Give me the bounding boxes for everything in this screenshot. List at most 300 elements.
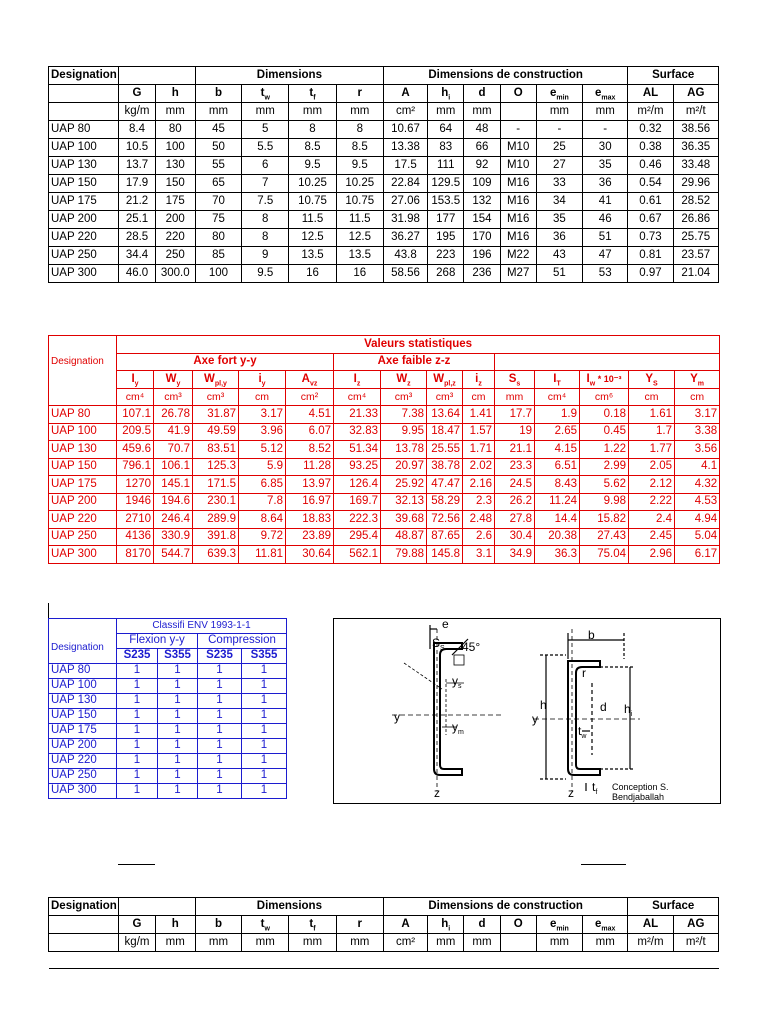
table-cell: 80 xyxy=(155,121,195,139)
table-cell: 544.7 xyxy=(154,546,193,564)
table-cell: 47 xyxy=(583,247,628,265)
unit-cell: kg/m xyxy=(119,103,155,121)
table-cell: 169.7 xyxy=(334,493,381,511)
row-designation: UAP 220 xyxy=(49,229,119,247)
row-designation: UAP 250 xyxy=(49,247,119,265)
table-cell: 4.51 xyxy=(286,406,334,424)
table-cell: 2.05 xyxy=(629,458,675,476)
table-cell: 93.25 xyxy=(334,458,381,476)
table-cell: 1 xyxy=(242,724,287,739)
table-cell: 1 xyxy=(242,739,287,754)
unit-cell: cm xyxy=(239,388,286,406)
table-cell: 1 xyxy=(158,754,198,769)
table-cell: 3.1 xyxy=(463,546,495,564)
table-cell: 11.81 xyxy=(239,546,286,564)
table-cell: 5.12 xyxy=(239,441,286,459)
table-cell: 132 xyxy=(464,193,500,211)
table-cell: 70.7 xyxy=(154,441,193,459)
units-row xyxy=(49,388,720,406)
table-cell: 246.4 xyxy=(154,511,193,529)
table-cell: 0.81 xyxy=(628,247,673,265)
table-row xyxy=(49,441,720,459)
table-cell: 8170 xyxy=(117,546,154,564)
table-cell: 1.7 xyxy=(629,423,675,441)
table-cell: 30.64 xyxy=(286,546,334,564)
table-cell: 8.5 xyxy=(336,139,383,157)
table-cell: 0.46 xyxy=(628,157,673,175)
column-header-row xyxy=(49,85,719,103)
column-header-row xyxy=(49,916,719,934)
table-cell: 1 xyxy=(242,679,287,694)
row-designation: UAP 220 xyxy=(49,754,117,769)
unit-cell: cm³ xyxy=(193,388,239,406)
table-cell: 7.5 xyxy=(242,193,289,211)
table-cell: 129.5 xyxy=(428,175,464,193)
column-header: $e_{max}$ xyxy=(583,916,628,934)
table-cell: 27 xyxy=(536,157,582,175)
table-cell: 9.5 xyxy=(242,265,289,283)
column-header: $Y_S$ xyxy=(629,371,675,389)
column-header: $I_y$ xyxy=(117,371,154,389)
table-cell: 72.56 xyxy=(427,511,463,529)
column-header: $e_{max}$ xyxy=(583,85,628,103)
table-cell: 30.4 xyxy=(495,528,535,546)
table-row xyxy=(49,769,287,784)
table-cell: 17.5 xyxy=(383,157,427,175)
short-rule-left xyxy=(118,864,155,865)
row-designation: UAP 175 xyxy=(49,193,119,211)
table-cell: M16 xyxy=(500,193,536,211)
label-y-left: y xyxy=(394,710,400,724)
table-cell: 10.67 xyxy=(383,121,427,139)
table-cell: 0.61 xyxy=(628,193,673,211)
table-cell: 70 xyxy=(195,193,241,211)
column-header: $t_f$ xyxy=(289,916,336,934)
unit-cell: m²/m xyxy=(628,934,673,952)
grade-header: S355 xyxy=(158,649,198,664)
table-cell: 43 xyxy=(536,247,582,265)
table-cell: 46 xyxy=(583,211,628,229)
table-cell: 22.84 xyxy=(383,175,427,193)
column-header: $i_z$ xyxy=(463,371,495,389)
table-cell: 1270 xyxy=(117,476,154,494)
table-cell: 24.5 xyxy=(495,476,535,494)
table-cell: 92 xyxy=(464,157,500,175)
table-row xyxy=(49,476,720,494)
table-cell: 2.22 xyxy=(629,493,675,511)
construction-header: Dimensions de construction xyxy=(383,67,627,85)
table-cell: 0.32 xyxy=(628,121,673,139)
row-designation: UAP 130 xyxy=(49,694,117,709)
table-cell: 1.77 xyxy=(629,441,675,459)
table-row xyxy=(49,528,720,546)
column-header: $Y_m$ xyxy=(675,371,720,389)
dimensions-table xyxy=(48,66,719,283)
table-cell: M16 xyxy=(500,175,536,193)
table-cell: 1 xyxy=(242,709,287,724)
unit-cell: mm xyxy=(536,103,582,121)
table-cell: 5.04 xyxy=(675,528,720,546)
table-row xyxy=(49,511,720,529)
table-cell: 75.04 xyxy=(580,546,629,564)
table-cell: 50 xyxy=(195,139,241,157)
table-cell: 12.5 xyxy=(336,229,383,247)
table-cell: 1.9 xyxy=(535,406,580,424)
unit-cell: mm xyxy=(428,934,464,952)
table-cell: 1946 xyxy=(117,493,154,511)
table-cell: 11.5 xyxy=(289,211,336,229)
surface-header: Surface xyxy=(628,67,719,85)
table-cell: 33.48 xyxy=(673,157,718,175)
table-cell: 0.97 xyxy=(628,265,673,283)
table-cell: 9.95 xyxy=(381,423,427,441)
dimensions-header: Dimensions xyxy=(195,67,383,85)
row-designation: UAP 150 xyxy=(49,709,117,724)
table-cell: 3.17 xyxy=(675,406,720,424)
column-header: $W_{pl,y}$ xyxy=(193,371,239,389)
table-cell: 223 xyxy=(428,247,464,265)
column-header: $i_y$ xyxy=(239,371,286,389)
table-cell: 6.85 xyxy=(239,476,286,494)
table-cell: 46.0 xyxy=(119,265,155,283)
table-cell: 200 xyxy=(155,211,195,229)
table-cell: 195 xyxy=(428,229,464,247)
table-cell: 13.78 xyxy=(381,441,427,459)
table-cell: 106.1 xyxy=(154,458,193,476)
credit-line-2: Bendjaballah xyxy=(612,792,665,802)
table-cell: 36.27 xyxy=(383,229,427,247)
table-cell: - xyxy=(500,121,536,139)
table-cell: 41.9 xyxy=(154,423,193,441)
unit-cell: mm xyxy=(289,934,336,952)
table-cell: 1.61 xyxy=(629,406,675,424)
designation-header: Designation xyxy=(49,898,119,916)
table-cell: 6.07 xyxy=(286,423,334,441)
static-values-body xyxy=(49,406,720,564)
unit-cell: cm⁴ xyxy=(117,388,154,406)
table-cell: 1 xyxy=(117,694,158,709)
label-ys: $y_s$ xyxy=(452,674,462,690)
table-cell: 1 xyxy=(117,664,158,679)
table-cell: 58.56 xyxy=(383,265,427,283)
table-cell: 5.9 xyxy=(239,458,286,476)
table-cell: M27 xyxy=(500,265,536,283)
table-cell: 222.3 xyxy=(334,511,381,529)
table-cell: 33 xyxy=(536,175,582,193)
unit-cell: mm xyxy=(583,934,628,952)
table-cell: 153.5 xyxy=(428,193,464,211)
table-cell: 25.1 xyxy=(119,211,155,229)
table-row xyxy=(49,175,719,193)
table-cell: - xyxy=(583,121,628,139)
table-cell: 2.02 xyxy=(463,458,495,476)
column-header: r xyxy=(336,85,383,103)
column-header: h xyxy=(155,85,195,103)
table-cell: 2.96 xyxy=(629,546,675,564)
table-row xyxy=(49,784,287,799)
unit-cell: mm xyxy=(464,934,500,952)
table-cell: 3.56 xyxy=(675,441,720,459)
table-cell: 51 xyxy=(583,229,628,247)
table-cell: 13.7 xyxy=(119,157,155,175)
column-header: A xyxy=(383,916,427,934)
table-cell: 27.06 xyxy=(383,193,427,211)
table-cell: 8.64 xyxy=(239,511,286,529)
table-cell: 2.16 xyxy=(463,476,495,494)
label-e: e xyxy=(442,619,449,631)
table-cell: 0.67 xyxy=(628,211,673,229)
table-cell: 4.1 xyxy=(675,458,720,476)
unit-cell: mm xyxy=(155,934,195,952)
column-header: A xyxy=(383,85,427,103)
table-cell: 0.73 xyxy=(628,229,673,247)
column-header: $W_{pl,z}$ xyxy=(427,371,463,389)
table-cell: 300.0 xyxy=(155,265,195,283)
table-row xyxy=(49,229,719,247)
table-cell: 16 xyxy=(289,265,336,283)
table-cell: 32.13 xyxy=(381,493,427,511)
table-cell: 66 xyxy=(464,139,500,157)
table-cell: 36 xyxy=(583,175,628,193)
row-designation: UAP 130 xyxy=(49,441,117,459)
row-designation: UAP 300 xyxy=(49,784,117,799)
table-cell: M10 xyxy=(500,139,536,157)
column-header: $t_f$ xyxy=(289,85,336,103)
dimensions-body xyxy=(49,121,719,283)
column-header: G xyxy=(119,916,155,934)
table-cell: 130 xyxy=(155,157,195,175)
table-row xyxy=(49,493,720,511)
row-designation: UAP 200 xyxy=(49,739,117,754)
table-cell: 10.25 xyxy=(289,175,336,193)
table-cell: 289.9 xyxy=(193,511,239,529)
table-cell: 1 xyxy=(198,694,242,709)
unit-cell: cm² xyxy=(383,934,427,952)
row-designation: UAP 300 xyxy=(49,265,119,283)
table-cell: 36.35 xyxy=(673,139,718,157)
table-row xyxy=(49,193,719,211)
table-cell: 26.2 xyxy=(495,493,535,511)
table-cell: 31.98 xyxy=(383,211,427,229)
table-cell: 1 xyxy=(198,769,242,784)
column-header: $W_y$ xyxy=(154,371,193,389)
label-tw: $t_w$ xyxy=(578,724,587,740)
row-designation: UAP 150 xyxy=(49,175,119,193)
table-cell: M16 xyxy=(500,229,536,247)
classification-table xyxy=(48,618,287,799)
label-z-right: z xyxy=(568,786,574,800)
table-cell: 23.57 xyxy=(673,247,718,265)
column-header-row xyxy=(49,371,720,389)
table-cell: 4.32 xyxy=(675,476,720,494)
table-cell: 8.4 xyxy=(119,121,155,139)
column-header: O xyxy=(500,916,536,934)
grade-header: S235 xyxy=(117,649,158,664)
table-cell: 1 xyxy=(158,694,198,709)
table-cell: 83.51 xyxy=(193,441,239,459)
row-designation: UAP 175 xyxy=(49,476,117,494)
table-cell: 12.5 xyxy=(289,229,336,247)
table-cell: 2.4 xyxy=(629,511,675,529)
table-cell: 25.75 xyxy=(673,229,718,247)
construction-header: Dimensions de construction xyxy=(383,898,627,916)
table-cell: 236 xyxy=(464,265,500,283)
table-row xyxy=(49,406,720,424)
unit-cell: mm xyxy=(336,103,383,121)
column-header: $I_T$ xyxy=(535,371,580,389)
table-row xyxy=(49,664,287,679)
table-cell: 1 xyxy=(158,769,198,784)
table-cell: 48.87 xyxy=(381,528,427,546)
table-cell: 1 xyxy=(198,739,242,754)
column-header: AL xyxy=(628,85,673,103)
table-cell: 4.15 xyxy=(535,441,580,459)
table-row xyxy=(49,724,287,739)
table-cell: 1 xyxy=(117,724,158,739)
table-cell: 3.38 xyxy=(675,423,720,441)
table-cell: 53 xyxy=(583,265,628,283)
table-cell: 47.47 xyxy=(427,476,463,494)
column-header: G xyxy=(119,85,155,103)
column-header: $e_{min}$ xyxy=(536,85,582,103)
table-cell: 194.6 xyxy=(154,493,193,511)
unit-cell: cm⁴ xyxy=(535,388,580,406)
column-header: AL xyxy=(628,916,673,934)
table-cell: 5.62 xyxy=(580,476,629,494)
column-header: AG xyxy=(673,85,718,103)
row-designation: UAP 200 xyxy=(49,211,119,229)
table-cell: 11.28 xyxy=(286,458,334,476)
column-header: $I_z$ xyxy=(334,371,381,389)
column-header: b xyxy=(195,916,241,934)
table-cell: 175 xyxy=(155,193,195,211)
unit-cell: mm xyxy=(195,103,241,121)
table-cell: 1 xyxy=(198,664,242,679)
table-cell: 23.3 xyxy=(495,458,535,476)
table-cell: 13.97 xyxy=(286,476,334,494)
flexion-header: Flexion y-y xyxy=(117,634,198,649)
unit-cell: cm xyxy=(675,388,720,406)
table-cell: 8.52 xyxy=(286,441,334,459)
table-cell: 25.92 xyxy=(381,476,427,494)
table-cell: 196 xyxy=(464,247,500,265)
table-cell: 7.38 xyxy=(381,406,427,424)
table-cell: 3.17 xyxy=(239,406,286,424)
table-cell: 21.1 xyxy=(495,441,535,459)
table-cell: 1.71 xyxy=(463,441,495,459)
table-row xyxy=(49,423,720,441)
table-cell: 7 xyxy=(242,175,289,193)
table-cell: 9.72 xyxy=(239,528,286,546)
table-cell: 1.22 xyxy=(580,441,629,459)
table-cell: 17.9 xyxy=(119,175,155,193)
table-cell: 1 xyxy=(242,784,287,799)
table-cell: 150 xyxy=(155,175,195,193)
table-cell: 2.65 xyxy=(535,423,580,441)
table-cell: 21.33 xyxy=(334,406,381,424)
table-cell: 639.3 xyxy=(193,546,239,564)
column-header: $h_i$ xyxy=(428,85,464,103)
table-cell: 4.94 xyxy=(675,511,720,529)
table-cell: 562.1 xyxy=(334,546,381,564)
table-cell: 145.8 xyxy=(427,546,463,564)
column-header: AG xyxy=(673,916,718,934)
designation-header: Designation xyxy=(49,634,117,664)
table-cell: 16.97 xyxy=(286,493,334,511)
row-designation: UAP 220 xyxy=(49,511,117,529)
table-cell: 80 xyxy=(195,229,241,247)
classifi-header: Classifi ENV 1993-1-1 xyxy=(117,619,287,634)
column-header: $t_w$ xyxy=(242,916,289,934)
table-cell: M16 xyxy=(500,211,536,229)
table-cell: 145.1 xyxy=(154,476,193,494)
table-cell: 459.6 xyxy=(117,441,154,459)
table-cell: 11.5 xyxy=(336,211,383,229)
table-cell: 1 xyxy=(117,784,158,799)
table-cell: 34.4 xyxy=(119,247,155,265)
table-cell: 154 xyxy=(464,211,500,229)
table-cell: 1 xyxy=(158,664,198,679)
unit-cell: mm xyxy=(289,103,336,121)
table-cell: 21.2 xyxy=(119,193,155,211)
table-cell: 18.83 xyxy=(286,511,334,529)
table-cell: 28.5 xyxy=(119,229,155,247)
table-cell: 1 xyxy=(158,724,198,739)
table-cell: 1 xyxy=(158,739,198,754)
table-cell: 20.97 xyxy=(381,458,427,476)
dimensions-header: Dimensions xyxy=(195,898,383,916)
table-cell: 8.43 xyxy=(535,476,580,494)
column-header: b xyxy=(195,85,241,103)
table-cell: 1 xyxy=(117,754,158,769)
row-designation: UAP 100 xyxy=(49,423,117,441)
table-cell: 796.1 xyxy=(117,458,154,476)
row-designation: UAP 300 xyxy=(49,546,117,564)
column-header: d xyxy=(464,916,500,934)
table-cell: 8 xyxy=(336,121,383,139)
table-cell: 26.86 xyxy=(673,211,718,229)
table-cell: 8 xyxy=(242,229,289,247)
table-row xyxy=(49,157,719,175)
table-cell: 13.5 xyxy=(289,247,336,265)
column-header: $A_{vz}$ xyxy=(286,371,334,389)
column-header: $S_s$ xyxy=(495,371,535,389)
table-cell: 2.99 xyxy=(580,458,629,476)
credit-line-1: Conception S. xyxy=(612,782,669,792)
table-cell: 9.5 xyxy=(289,157,336,175)
table-cell: 27.43 xyxy=(580,528,629,546)
row-designation: UAP 130 xyxy=(49,157,119,175)
table-cell: 250 xyxy=(155,247,195,265)
table-cell: 3.96 xyxy=(239,423,286,441)
table-cell: 170 xyxy=(464,229,500,247)
unit-cell xyxy=(500,934,536,952)
table-cell: 1.41 xyxy=(463,406,495,424)
table-cell: 38.78 xyxy=(427,458,463,476)
table-cell: 126.4 xyxy=(334,476,381,494)
unit-cell: cm xyxy=(629,388,675,406)
table-cell: 20.38 xyxy=(535,528,580,546)
table-cell: 220 xyxy=(155,229,195,247)
compression-header: Compression xyxy=(198,634,287,649)
table-cell: 6 xyxy=(242,157,289,175)
table-row xyxy=(49,247,719,265)
table-cell: - xyxy=(536,121,582,139)
table-row xyxy=(49,679,287,694)
table-cell: 14.4 xyxy=(535,511,580,529)
table-cell: 41 xyxy=(583,193,628,211)
unit-cell: cm xyxy=(463,388,495,406)
